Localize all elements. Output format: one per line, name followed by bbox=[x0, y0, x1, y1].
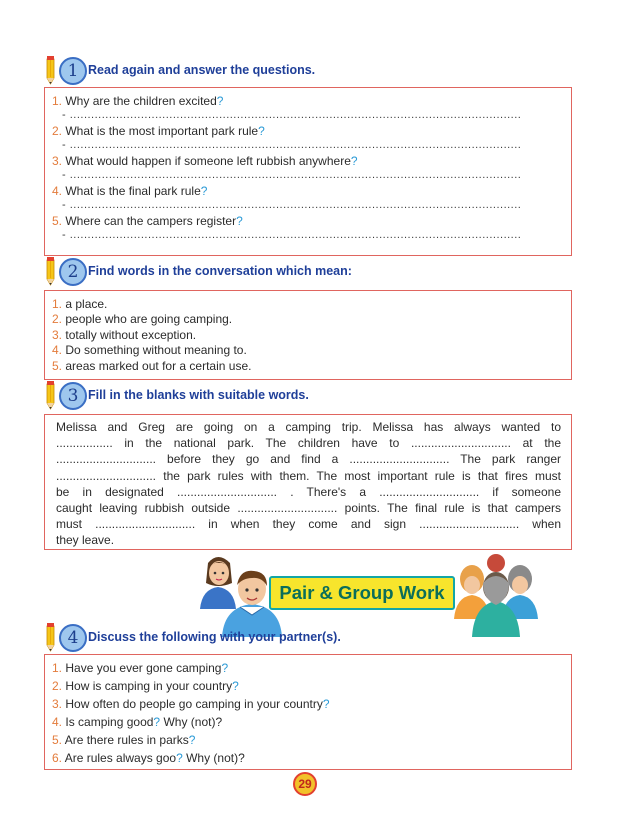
section-title: Fill in the blanks with suitable words. bbox=[88, 388, 309, 402]
section-number-badge bbox=[43, 380, 85, 410]
page-number: 29 bbox=[293, 772, 317, 796]
list-item: 2. people who are going camping. bbox=[52, 312, 233, 327]
paragraph-line: Melissa and Greg are going on a camping trip. Melissa has always wanted to bbox=[56, 420, 561, 434]
list-item: 6. Are rules always goo? Why (not)? bbox=[52, 751, 245, 765]
list-item: 1. a place. bbox=[52, 297, 108, 311]
answer-line[interactable]: - ............................................................................................................................... bbox=[62, 169, 522, 181]
list-item: 2. How is camping in your country? bbox=[52, 679, 239, 693]
question: 1. Why are the children excited? bbox=[52, 94, 224, 108]
section-number-badge bbox=[43, 622, 85, 652]
section-2-header bbox=[43, 256, 352, 286]
list-item: 3. How often do people go camping in your country? bbox=[52, 697, 330, 711]
section-title: Read again and answer the questions. bbox=[88, 63, 316, 77]
list-item: 5. Are there rules in parks? bbox=[52, 733, 196, 747]
answer-line[interactable]: - ............................................................................................................................... bbox=[62, 139, 522, 151]
section-number: 2 bbox=[59, 258, 87, 286]
section-number: 4 bbox=[59, 624, 87, 652]
list-item: 4. Is camping good? Why (not)? bbox=[52, 715, 223, 729]
section-3-header bbox=[43, 380, 309, 410]
section-number-badge bbox=[43, 256, 85, 286]
paragraph-line: ................. in the national park. The children have to .............................. at the bbox=[56, 436, 561, 451]
question: 3. What would happen if someone left rubbish anywhere? bbox=[52, 154, 358, 168]
section-number-badge bbox=[43, 55, 85, 85]
paragraph-line: must .............................. in when they come and sign .............................. when bbox=[56, 517, 561, 532]
discussion-box bbox=[44, 654, 572, 770]
fill-blanks-box bbox=[44, 414, 572, 550]
paragraph-line: be in designated .............................. . There's a .............................. if someone bbox=[56, 484, 561, 499]
group-people-illustration bbox=[452, 549, 540, 637]
list-item: 3. totally without exception. bbox=[52, 327, 197, 342]
paragraph-line: caught leaving rubbish outside .............................. points. The final rule is that campers bbox=[56, 501, 561, 516]
section-title: Find words in the conversation which mean: bbox=[88, 264, 352, 278]
paragraph-line: they leave. bbox=[56, 533, 115, 548]
section-number: 1 bbox=[59, 57, 87, 85]
answer-line[interactable]: - ............................................................................................................................... bbox=[62, 109, 522, 121]
definitions-box bbox=[44, 290, 572, 380]
paragraph-line: .............................. before they go and find a .............................. The park ranger bbox=[56, 452, 561, 467]
answer-line[interactable]: - ............................................................................................................................... bbox=[62, 199, 522, 211]
question: 2. What is the most important park rule? bbox=[52, 124, 265, 138]
answer-line[interactable]: - ............................................................................................................................... bbox=[62, 229, 522, 241]
list-item: 1. Have you ever gone camping? bbox=[52, 661, 229, 675]
list-item: 5. areas marked out for a certain use. bbox=[52, 358, 252, 373]
paragraph-line: .............................. the park rules with them. The most important rule is that fires must bbox=[56, 468, 561, 483]
questions-box bbox=[44, 87, 572, 256]
section-4-header bbox=[43, 622, 341, 652]
question: 5. Where can the campers register? bbox=[52, 214, 243, 228]
list-item: 4. Do something without meaning to. bbox=[52, 343, 247, 358]
question: 4. What is the final park rule? bbox=[52, 184, 208, 198]
section-1-header bbox=[43, 55, 315, 85]
pair-group-work-label: Pair & Group Work bbox=[269, 576, 455, 610]
section-title: Discuss the following with your partner(s). bbox=[88, 630, 341, 644]
section-number: 3 bbox=[59, 382, 87, 410]
fill-blanks-paragraph bbox=[45, 415, 571, 549]
